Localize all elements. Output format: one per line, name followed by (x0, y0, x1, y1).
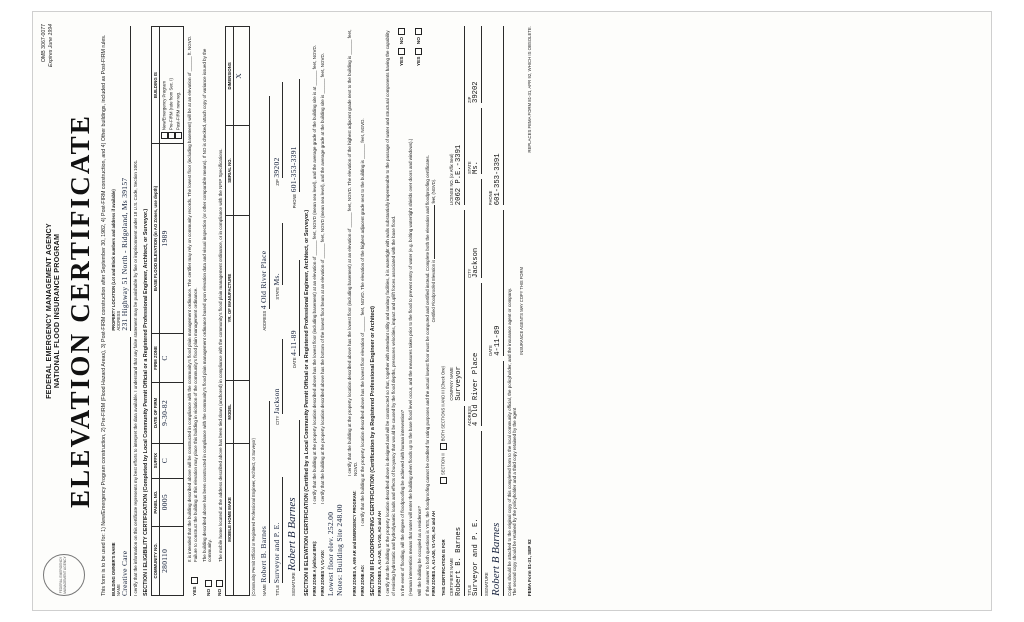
col-panel-no: PANEL NO. (152, 478, 160, 526)
sec1-name-value[interactable]: Robert B. Barnes (260, 401, 270, 583)
certifier-date-value[interactable]: 4-11-89 (494, 210, 503, 356)
fema-form-replaces: REPLACES FEMA FORM 81-31, APR 92, WHICH IS OBSOLETE. (527, 26, 533, 153)
cell-dimensions[interactable]: X (234, 27, 250, 126)
col-base-flood-elevation: BASE FLOOD ELEVATION (in AO Zones, use depth) (152, 144, 160, 334)
certified-elevation-units: feet, (NGVD). (431, 178, 437, 204)
firm-zone-ao-text: I certify that the building at the property location described above has the lowest floor elevation of ______ feet, NGVD. The elevation of the highest adjacent grade next to the building is ______ feet, NGVD. (360, 118, 366, 526)
sec1-name-label: NAME (262, 584, 268, 596)
cell-yr-of-manufacture[interactable] (234, 216, 250, 381)
omb-expires: Expires June 1994 (47, 24, 54, 67)
owner-address-value[interactable]: 231 Highway 51 North - Ridgeland, Ms 39157 (121, 26, 131, 331)
checkbox-yes-1[interactable] (191, 577, 198, 584)
certifier-address-label: ADDRESS (466, 406, 472, 426)
fema-seal-text: FEDERAL EMERGENCY MANAGEMENT AGENCY (59, 556, 67, 594)
sec1-title-label: TITLE (274, 584, 280, 596)
opt-post-firm: Post-FIRM new reg. (175, 91, 181, 131)
yesno-3[interactable] (216, 562, 223, 596)
checkbox-section-2[interactable] (440, 477, 447, 484)
section-3-zones-label: FIRM ZONES A, A1-A30, V1-V30, AO and AH (377, 511, 383, 596)
sec1-date-label: DATE (291, 357, 297, 368)
cell-community-no[interactable]: 280110 (160, 526, 184, 595)
sec1-address-label: ADDRESS (262, 310, 268, 331)
yes-label-floodproof: YES (400, 56, 406, 67)
yesno-2-text: The building described above has been constructed in compliance with the community's flood plain management ordinance based upon elevation data and visual inspection (or other comparable means). If NO is checked, attach copy of variance issued by the community. (201, 48, 213, 562)
certification-is-for-label: THIS CERTIFICATION IS FOR (441, 539, 447, 596)
page-title: ELEVATION CERTIFICATE (64, 113, 95, 509)
cell-base-flood-elevation[interactable]: 1989 (160, 144, 184, 334)
sec1-city-label: CITY (274, 415, 280, 425)
certified-elevation-row (432, 26, 437, 322)
col-serial-no: SERIAL NO. (226, 125, 234, 215)
checkbox-no-2[interactable] (205, 580, 212, 587)
certifier-zip-value[interactable]: 39202 (472, 26, 481, 103)
certifier-city-value[interactable]: Jackson (472, 179, 481, 278)
community-official-line: (Community Permit Official or Registered Professional Engineer, Architect, or Surveyor) (251, 437, 257, 596)
fema-seal-icon (43, 554, 85, 596)
yesno-3-text: The mobile home located at the address described above has been tied down (anchored) in compliance with the community's flood plain management ordinance, or in compliance with the NFIP Specifications. (217, 148, 223, 562)
owner-certify-text: I certify that the information on this certificate represents my best efforts to interpret the data available. I understand that any false statement may be punishable by fine or imprisonment under 18 U.S. Code, Section 1001. (133, 159, 139, 596)
firm-zone-a-text: I certify that the building at the property location described above has the lowest floor (including basement) at an elevation of ______ feet, NGVD (mean sea level), and the average grade of the building site is at ______ feet, NGVD. (312, 44, 318, 504)
col-model: MODEL (226, 380, 234, 443)
elevation-certificate-form (32, 11, 992, 611)
cell-panel-no[interactable]: 0005 (160, 478, 184, 526)
agency-heading (45, 26, 62, 596)
certified-elevation-value[interactable] (434, 205, 435, 259)
agency-line-1: FEDERAL EMERGENCY MANAGEMENT AGENCY (44, 223, 53, 399)
sec1-address-value[interactable]: 4 Old River Place (260, 96, 270, 309)
sec1-phone-value[interactable]: 601-353-3391 (290, 79, 300, 192)
floodproof-answer-1[interactable] (398, 26, 405, 90)
insurance-agents-note: INSURANCE AGENTS MAY COPY THIS FORM (518, 267, 524, 355)
opt-both-sections: BOTH SECTIONS II AND III (Check One) (440, 365, 446, 442)
certifier-phone-label: PHONE (488, 190, 494, 206)
property-location-label: PROPERTY LOCATION (Lot and Block numbers and address if available) (110, 189, 116, 331)
checkbox-new-emergency[interactable] (161, 132, 168, 139)
section-3-heading: SECTION III FLOODPROOFING CERTIFICATION (Certification by a Registered Professional Engineer or Architect) (369, 306, 376, 596)
table-row (234, 27, 250, 596)
checkbox-no-3[interactable] (216, 580, 223, 587)
firm-zones-v-label: FIRM ZONES V, V1-V30: (319, 549, 325, 596)
second-copy-note: The second copy should be retained by the policyholder and a third copy retained by the agent (512, 407, 518, 596)
sec1-signature-value[interactable]: Robert B Barnes (286, 420, 300, 570)
opt-pre-firm: Pre-FIRM (rate from Sec. I) (168, 78, 174, 131)
sec1-phone-label: PHONE (291, 193, 297, 209)
certifier-name-label: CERTIFIER'S NAME (449, 557, 455, 596)
sec1-zip-label: ZIP (274, 179, 280, 186)
firm-zones-a-a99-text: I certify that the building at the property location described above has the lowest floor (including basement) at an elevation of ______ feet, NGVD. The elevation of the highest adjacent grade next to the building is ______ feet, NGVD. (347, 29, 358, 476)
owner-name-label: NAME (115, 584, 121, 596)
yes-label-residence: YES (417, 56, 423, 67)
yesno-2[interactable] (205, 562, 212, 596)
form-intro-text: This form is to be used for: 1) New/Emergency Program construction, 2) Pre-FIRM (Flood Hazard Areas), 3) Post-FIRM construction after September 30, 1982, 4) Post-FIRM construction, and 4) Other buildings, included as Post-FIRM rules. (100, 34, 107, 596)
handwritten-note-2: Notes: Building Site 248.00 (335, 504, 345, 596)
omb-block (41, 24, 55, 67)
cell-firm-zone[interactable]: C (160, 333, 184, 382)
col-building-is: BUILDING IS (152, 27, 160, 144)
copies-note: Copies should be attached to the original copy of this completed form to the local community official, the policyholder, and the insurance agent or company. (506, 287, 512, 596)
omb-number: OMB 3067-0077 (41, 24, 47, 63)
certifier-state-value[interactable]: Ms. (472, 108, 481, 174)
col-date-of-firm: DATE OF FIRM (152, 383, 160, 444)
building-owner-label: BUILDING OWNER'S NAME (110, 542, 116, 596)
floodproof-note: If the answer to both questions is YES, the floodproofing cannot be credited for rating purposes and the actual lowest floor must be computed and certified instead. Complete both the elevation and floodproofing certificates. (424, 155, 430, 596)
certifier-license-label: LICENSE NO. (or Affix Seal) (449, 153, 455, 206)
certification-options[interactable] (440, 366, 447, 486)
certifier-company-label: COMPANY NAME (449, 367, 455, 401)
firm-zone-ao-label: FIRM ZONE AO: (360, 564, 366, 596)
certifier-state-label: STATE (466, 161, 472, 174)
handwritten-note-1: Lowest floor elev. 252.00 (326, 511, 336, 596)
section-3-elev-zones: FIRM ZONES A, A1-A30, V1-V30, AO and AH (431, 511, 437, 596)
checkbox-no-residence[interactable] (415, 28, 422, 35)
human-intervention-note: (Human intervention means that water will enter the building when floods up to the base flood level occur, and the measures taken prior to the flood to prevent entry of water (e.g. bolting watertight shields over doors and windows).) (407, 138, 413, 596)
cell-serial-no[interactable] (234, 125, 250, 215)
col-mobile-home-make: MOBILE HOME MAKE (226, 443, 234, 595)
certifier-date-label: DATE (488, 345, 494, 356)
sec1-date-value[interactable]: 4-11-89 (290, 260, 300, 356)
floodproof-question-1: In the event of flooding, will the degree of floodproofing be achieved with human intervention? (400, 409, 406, 596)
certified-elevation-label: Certified Floodproofed Elevation is (431, 259, 437, 323)
sec1-state-label: STATE (274, 287, 280, 300)
col-firm-zone: FIRM ZONE (152, 333, 160, 382)
sec1-signature-label: SIGNATURE (290, 572, 296, 596)
firm-zones-v-text: I certify that the building at the property location described above has the bottom of the lowest floor beam at an elevation of ______ feet, NGVD (mean sea level), and the average grade at the building site is ______ feet, NGVD. (319, 52, 325, 504)
no-label-residence: NO (417, 37, 423, 45)
col-yr-of-manufacture: YR. OF MANUFACTURE (226, 216, 234, 381)
sec1-state-value[interactable]: Ms. (273, 223, 283, 286)
no-label-2: NO (207, 588, 213, 596)
cell-model[interactable] (234, 380, 250, 443)
certifier-title-value[interactable]: Surveyor and P. E. (472, 431, 481, 596)
sec1-title-value[interactable]: Surveyor and P. E. (273, 477, 283, 583)
opt-new-emergency: New/Emergency Program (161, 80, 167, 131)
col-dimensions: DIMENSIONS (226, 27, 234, 126)
col-suffix: SUFFIX (152, 443, 160, 478)
sec1-zip-value[interactable]: 39202 (273, 82, 283, 178)
certifier-name-value[interactable]: Robert B. Barnes (455, 406, 464, 596)
agency-line-2: NATIONAL FLOOD INSURANCE PROGRAM (52, 233, 62, 389)
firm-zones-a-a99-label: FIRM ZONES A, A99 AR and EMERGENCY PROGRAM: (352, 490, 358, 596)
cell-mobile-home-make[interactable] (234, 443, 250, 595)
certifier-phone-value[interactable]: 601-353-3391 (494, 26, 503, 205)
opt-section-2: SECTION II (440, 453, 446, 475)
cell-suffix[interactable]: C (160, 443, 184, 478)
certifier-title-label: TITLE (466, 584, 472, 596)
certifier-address-value[interactable]: 4 Old River Place (472, 283, 481, 426)
fema-form-number: FEMA Form 81-31, SEP 92 (526, 539, 532, 596)
section-1-heading: SECTION I ELIGIBILITY CERTIFICATION (Completed by Local Community Permit Official or a Registered Professional Engineer, Architect, or Surveyor.) (142, 208, 149, 596)
certifier-license-value[interactable]: 2062 P.E.-3391 (455, 26, 464, 205)
no-label-floodproof: NO (400, 37, 406, 45)
checkbox-both-sections[interactable] (440, 443, 447, 450)
no-label-3: NO (217, 588, 223, 596)
section-2-heading: SECTION II ELEVATION CERTIFICATION (Certified by a Local Community Permit Official or a Registered Professional Engineer, Architect, or Surveyor.) (303, 209, 310, 596)
certifier-company-value[interactable]: Surveyor (455, 210, 464, 400)
owner-name-value[interactable]: Creative Care (121, 337, 131, 596)
certifier-city-label: CITY (466, 268, 472, 278)
mobile-home-table (225, 26, 250, 596)
cell-building-is[interactable] (160, 27, 184, 144)
firm-data-table (151, 26, 184, 596)
yes-label-1: YES (192, 586, 198, 596)
checkbox-yes-floodproof[interactable] (398, 48, 405, 55)
table-header-row (226, 27, 234, 596)
col-community-no: COMMUNITY NO. (152, 526, 160, 595)
yesno-1-text: It is intended that the building described above will be constructed in compliance with the community's flood plain management ordinance. The certifier may rely on community records. The lowest floor (including basement) will be at an elevation of ______ ft. NGVD. Failure to construct the building at this elevation may place this building in violation of the community's flood plain management ordinance. (187, 35, 198, 562)
checkbox-no-floodproof[interactable] (398, 28, 405, 35)
checkbox-post-firm[interactable] (175, 132, 182, 139)
sec1-city-value[interactable]: Jackson (273, 339, 283, 414)
table-row (160, 27, 184, 596)
certifier-zip-label: ZIP (466, 96, 472, 103)
floodproof-question-2: Will the building be occupied as a residence? (417, 505, 423, 596)
checkbox-pre-firm[interactable] (168, 132, 175, 139)
firm-zone-a-label: FIRM ZONE A (without BFE): (311, 540, 317, 596)
certifier-signature-value[interactable]: Robert B Barnes (490, 361, 504, 596)
checkbox-yes-residence[interactable] (415, 48, 422, 55)
certifier-signature-label: SIGNATURE (483, 572, 489, 596)
table-header-row (152, 27, 160, 596)
section-3-text: I certify that the building at the property location described above is designed and will be constructed so that, together with attendant utility and sanitary facilities, it is watertight with walls substantially impermeable to the passage of water and structural components having the capability of resisting hydrostatic and hydrodynamic loads and effects of buoyancy that would be caused by the flood depths, pressures velocities, impact and uplift forces associated with the base flood. (385, 30, 396, 596)
cell-date-of-firm[interactable]: 9-30-82 (160, 383, 184, 444)
owner-address-label: ADDRESS (115, 310, 121, 331)
yesno-1[interactable] (191, 562, 198, 596)
floodproof-answer-2[interactable] (415, 26, 422, 90)
